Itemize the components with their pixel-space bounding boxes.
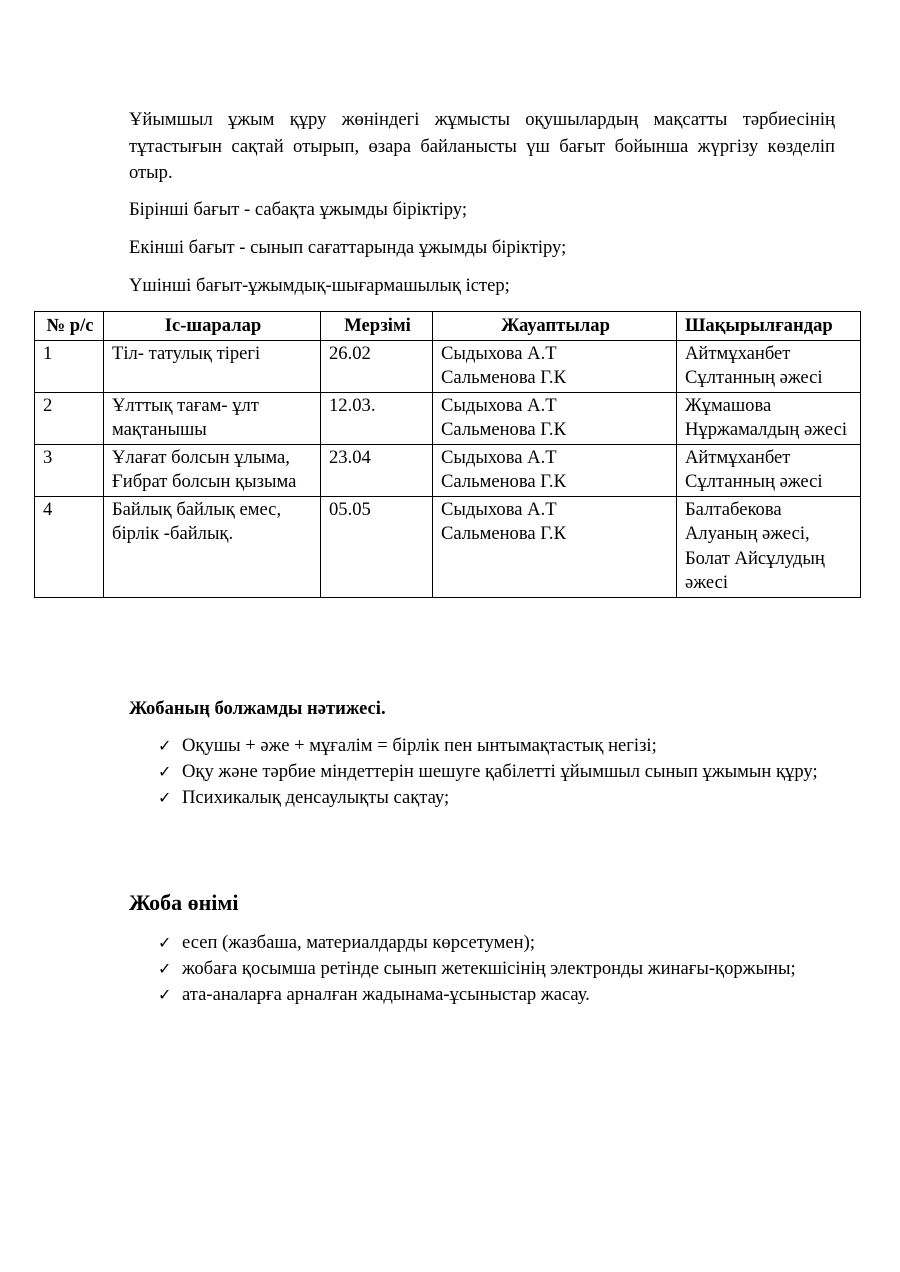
product-heading: Жоба өнімі (129, 890, 239, 915)
direction-2: Екінші бағыт - сынып сағаттарында ұжымды біріктіру; (129, 237, 567, 258)
check-icon: ✓ (158, 985, 172, 1004)
cell-num: 4 (35, 496, 104, 597)
cell-invited: Жұмашова Нұржамалдың әжесі (677, 392, 861, 444)
table-row (35, 392, 861, 444)
cell-num: 1 (35, 340, 104, 392)
cell-event: Ұлттық тағам- ұлт мақтанышы (104, 392, 321, 444)
check-icon: ✓ (158, 788, 172, 807)
table-header-row (35, 312, 861, 341)
events-table (34, 311, 861, 598)
header-event: Іс-шаралар (104, 312, 321, 341)
list-item (129, 759, 835, 785)
list-item (129, 982, 835, 1008)
list-item (129, 930, 835, 956)
check-icon: ✓ (158, 736, 172, 755)
check-icon: ✓ (158, 762, 172, 781)
header-date: Мерзімі (321, 312, 433, 341)
list-item-text: ата-аналарға арналған жадынама-ұсыныстар жасау. (182, 984, 590, 1005)
cell-responsible: Сыдыхова А.Т Сальменова Г.К (433, 496, 677, 597)
intro-paragraph: Ұйымшыл ұжым құру жөніндегі жұмысты оқушылардың мақсатты тәрбиесінің тұтастығын сақтай отырып, өзара байланысты үш бағыт бойынша жүргізу көзделіп отыр. (129, 109, 835, 183)
list-item-text: Оқушы + әже + мұғалім = бірлік пен ынтымақтастық негізі; (182, 735, 657, 756)
cell-date: 23.04 (321, 444, 433, 496)
header-num: № р/с (35, 312, 104, 341)
list-item-text: Психикалық денсаулықты сақтау; (182, 787, 450, 808)
check-icon: ✓ (158, 933, 172, 952)
check-icon: ✓ (158, 959, 172, 978)
cell-invited: Балтабекова Алуаның әжесі, Болат Айсұлудың әжесі (677, 496, 861, 597)
results-heading: Жобаның болжамды нәтижесі. (129, 698, 386, 719)
cell-date: 12.03. (321, 392, 433, 444)
table-row (35, 340, 861, 392)
list-item (129, 733, 835, 759)
cell-responsible: Сыдыхова А.Т Сальменова Г.К (433, 340, 677, 392)
direction-3: Үшінші бағыт-ұжымдық-шығармашылық істер; (129, 275, 510, 296)
cell-date: 26.02 (321, 340, 433, 392)
list-item-text: Оқу және тәрбие міндеттерін шешуге қабілетті ұйымшыл сынып ұжымын құру; (182, 761, 818, 782)
header-invited: Шақырылғандар (677, 312, 861, 341)
list-item (129, 956, 835, 982)
cell-invited: Айтмұханбет Сұлтанның әжесі (677, 444, 861, 496)
header-responsible: Жауаптылар (433, 312, 677, 341)
cell-responsible: Сыдыхова А.Т Сальменова Г.К (433, 444, 677, 496)
product-list (129, 930, 835, 1008)
cell-date: 05.05 (321, 496, 433, 597)
cell-num: 3 (35, 444, 104, 496)
list-item (129, 785, 835, 811)
direction-1: Бірінші бағыт - сабақта ұжымды біріктіру; (129, 199, 468, 220)
cell-invited: Айтмұханбет Сұлтанның әжесі (677, 340, 861, 392)
list-item-text: жобаға қосымша ретінде сынып жетекшісінің электронды жинағы-қоржыны; (182, 958, 796, 979)
cell-responsible: Сыдыхова А.Т Сальменова Г.К (433, 392, 677, 444)
cell-event: Байлық байлық емес, бірлік -байлық. (104, 496, 321, 597)
cell-num: 2 (35, 392, 104, 444)
results-list (129, 733, 835, 811)
cell-event: Тіл- татулық тірегі (104, 340, 321, 392)
table-row (35, 496, 861, 597)
list-item-text: есеп (жазбаша, материалдарды көрсетумен); (182, 932, 535, 953)
cell-event: Ұлағат болсын ұлыма, Ғибрат болсын қызыма (104, 444, 321, 496)
table-row (35, 444, 861, 496)
